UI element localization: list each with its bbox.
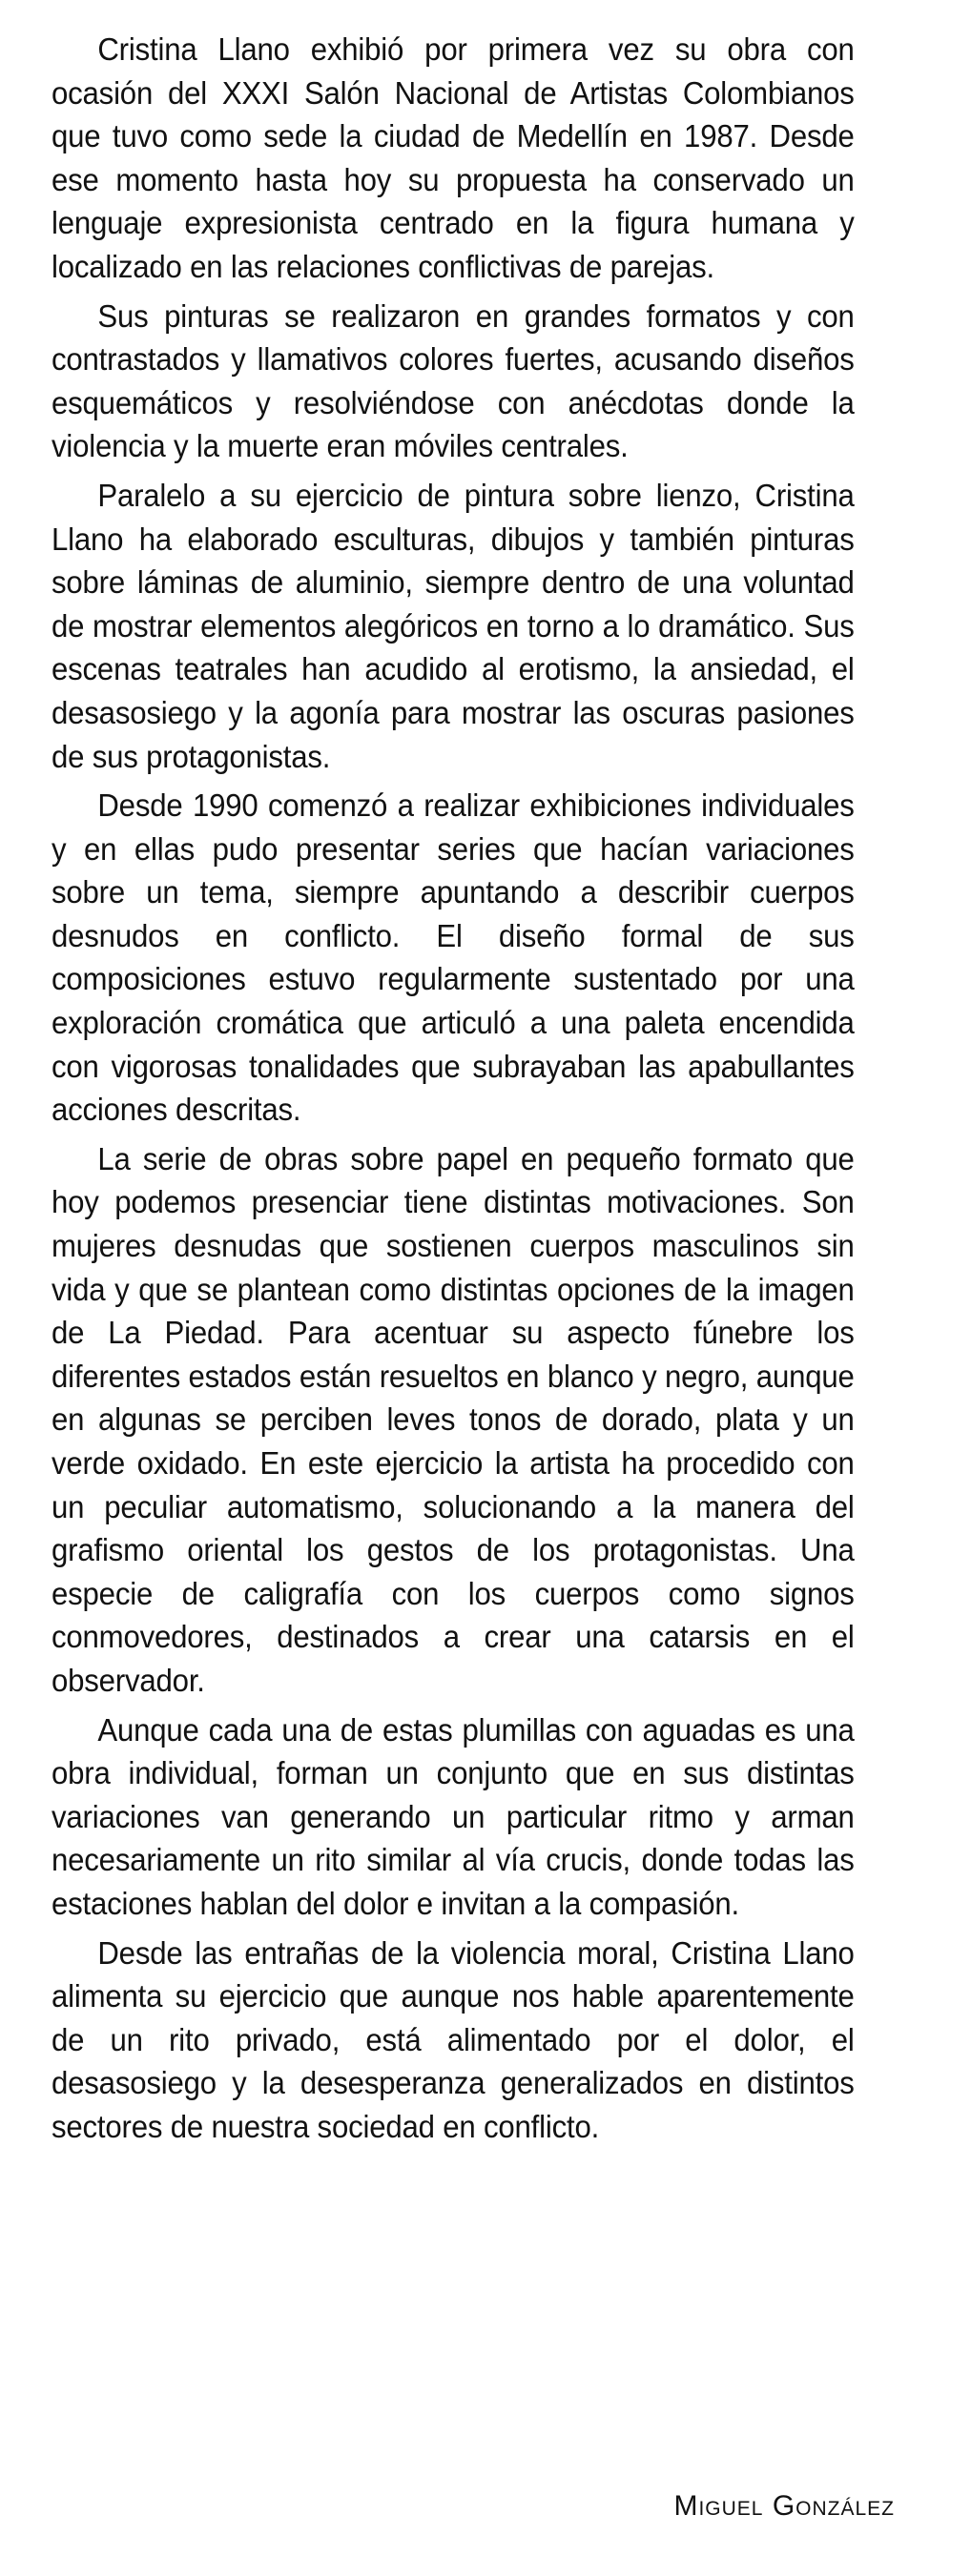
article-body [52, 29, 855, 2156]
paragraph: Aunque cada una de estas plumillas con aguadas es una obra individual, forman un conjunto que en sus distintas variaciones van generando un particular ritmo y arman necesariamente un rito similar al vía crucis, donde todas las estaciones hablan del dolor e invitan a la compasión. [52, 1712, 855, 1922]
paragraph: Paralelo a su ejercicio de pintura sobre lienzo, Cristina Llano ha elaborado esculturas, dibujos y también pinturas sobre láminas de aluminio, siempre dentro de una voluntad de mostrar elementos alegóricos en torno a lo dramático. Sus escenas teatrales han acudido al erotismo, la ansiedad, el desasosiego y la agonía para mostrar las oscuras pasiones de sus protagonistas. [52, 478, 855, 775]
paragraph: Cristina Llano exhibió por primera vez su obra con ocasión del XXXI Salón Nacional de Artistas Colombianos que tuvo como sede la ciudad de Medellín en 1987. Desde ese momento hasta hoy su propuesta ha conservado un lenguaje expresionista centrado en la figura humana y localizado en las relaciones conflictivas de parejas. [52, 32, 855, 285]
author-signature: Miguel González [673, 2490, 895, 2522]
paragraph: Sus pinturas se realizaron en grandes formatos y con contrastados y llamativos colores fuertes, acusando diseños esquemáticos y resolviéndose con anécdotas donde la violencia y la muerte eran móviles centrales. [52, 298, 855, 465]
paragraph: La serie de obras sobre papel en pequeño formato que hoy podemos presenciar tiene distintas motivaciones. Son mujeres desnudas que sostienen cuerpos masculinos sin vida y que se plantean como distintas opciones de la imagen de La Piedad. Para acentuar su aspecto fúnebre los diferentes estados están resueltos en blanco y negro, aunque en algunas se perciben leves tonos de dorado, plata y un verde oxidado. En este ejercicio la artista ha procedido con un peculiar automatismo, solucionando a la manera del grafismo oriental los gestos de los protagonistas. Una especie de caligrafía con los cuerpos como signos conmovedores, destinados a crear una catarsis en el observador. [52, 1141, 855, 1699]
paragraph: Desde 1990 comenzó a realizar exhibiciones individuales y en ellas pudo presentar series que hacían variaciones sobre un tema, siempre apuntando a describir cuerpos desnudos en conflicto. El diseño formal de sus composiciones estuvo regularmente sustentado por una exploración cromática que articuló a una paleta encendida con vigorosas tonalidades que subrayaban las apabullantes acciones descritas. [52, 788, 855, 1129]
paragraph: Desde las entrañas de la violencia moral, Cristina Llano alimenta su ejercicio que aunque nos hable aparentemente de un rito privado, está alimentado por el dolor, el desasosiego y la desesperanza generalizados en distintos sectores de nuestra sociedad en conflicto. [52, 1935, 855, 2145]
